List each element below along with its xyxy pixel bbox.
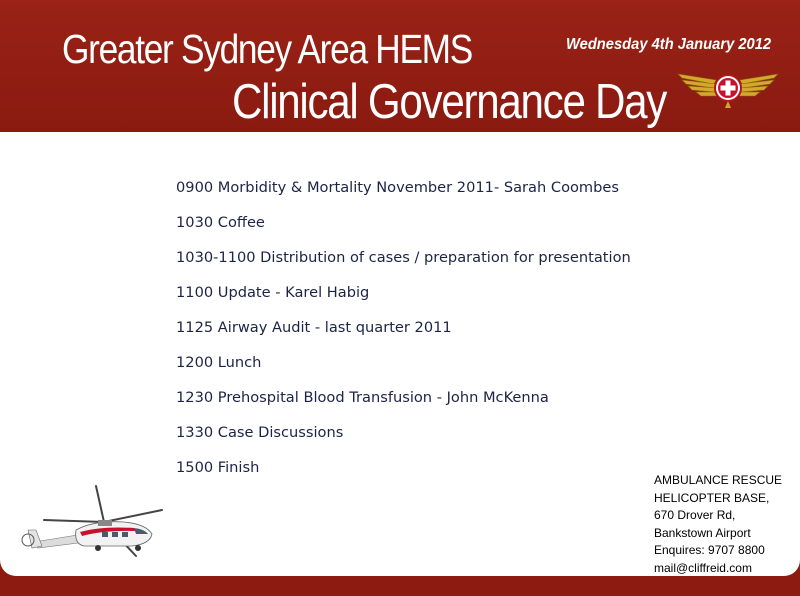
agenda-panel xyxy=(0,132,800,576)
schedule-item: 1125 Airway Audit - last quarter 2011 xyxy=(176,319,452,336)
address-line: 670 Drover Rd, xyxy=(654,508,736,522)
address-line: Bankstown Airport xyxy=(654,525,751,540)
helicopter-icon xyxy=(14,482,174,562)
schedule-item: 1330 Case Discussions xyxy=(176,424,344,441)
schedule-item: 1030 Coffee xyxy=(176,214,265,231)
address-line: HELICOPTER BASE, xyxy=(654,490,770,505)
schedule-item: 1200 Lunch xyxy=(176,354,262,371)
schedule-item: 0900 Morbidity & Mortality November 2011- Sarah Coombes xyxy=(176,179,619,196)
schedule-list xyxy=(176,178,631,493)
address-line: mail@cliffreid.com xyxy=(654,560,752,575)
schedule-item: 1500 Finish xyxy=(176,459,260,476)
schedule-item: 1030-1100 Distribution of cases / preparation for presentation xyxy=(176,249,631,266)
schedule-item: 1230 Prehospital Blood Transfusion - John McKenna xyxy=(176,389,549,406)
event-date: Wednesday 4th January 2012 xyxy=(566,36,772,53)
page-title-line1: Greater Sydney Area HEMS xyxy=(62,26,472,72)
page-title-line2: Clinical Governance Day xyxy=(232,75,667,129)
address-line: Enquires: 9707 8800 xyxy=(654,543,765,557)
schedule-item: 1100 Update - Karel Habig xyxy=(176,284,370,301)
contact-address xyxy=(654,472,782,577)
header-banner xyxy=(0,0,800,132)
address-line: AMBULANCE RESCUE xyxy=(654,473,783,487)
ambulance-wings-logo-icon xyxy=(676,66,780,112)
